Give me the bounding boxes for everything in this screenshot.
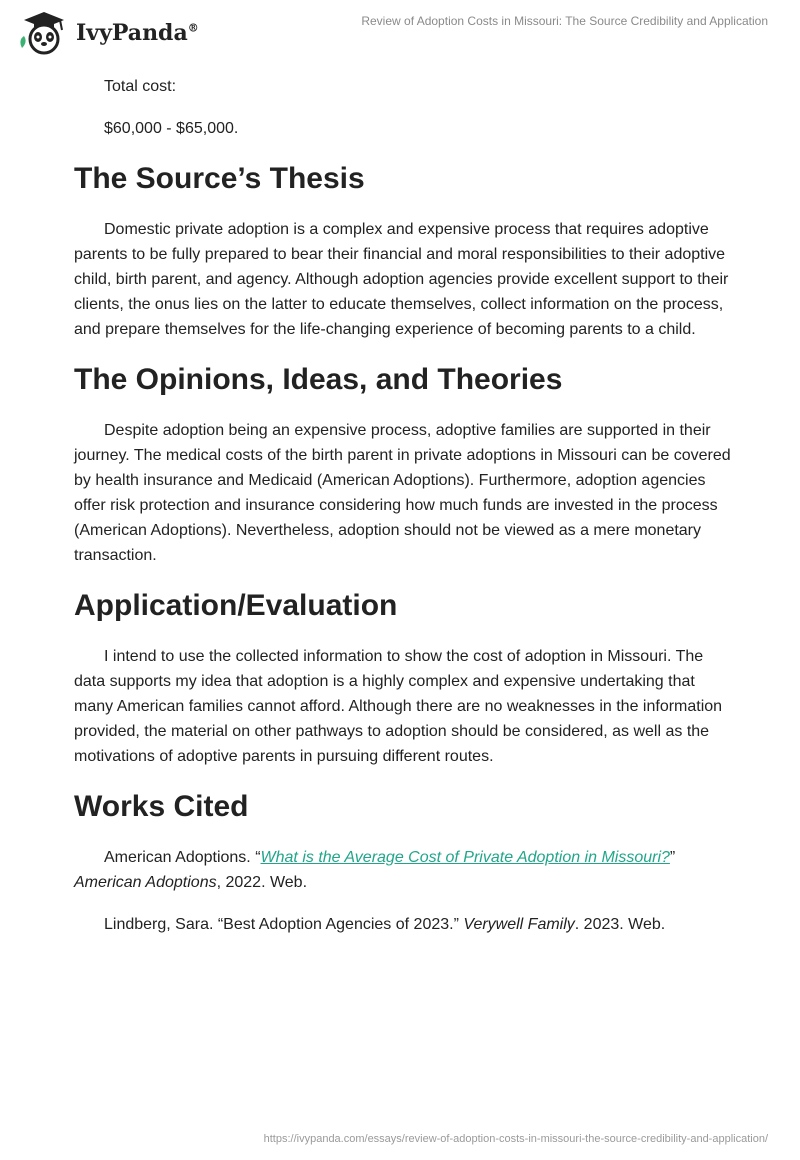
citation-2-author-title: Lindberg, Sara. “Best Adoption Agencies of 2023.”	[104, 916, 464, 933]
citation-1-close-quote: ”	[669, 849, 676, 866]
section-paragraph-application: I intend to use the collected information to show the cost of adoption in Missouri. The data supports my idea that adoption is a highly complex and expensive undertaking that many American families cannot afford. Although there are no weaknesses in the information provided, the material on other pathways to adoption should be considered, as well as the motivations of adoptive parents in pursuing different routes.	[74, 648, 723, 765]
citation-2-tail: . 2023. Web.	[574, 916, 666, 933]
essay-body	[74, 70, 734, 937]
citation-1-tail: , 2022. Web.	[216, 874, 308, 891]
brand-name: IvyPanda®	[76, 20, 199, 46]
citation-entry-2	[74, 912, 734, 937]
footer-url[interactable]: https://ivypanda.com/essays/review-of-adoption-costs-in-missouri-the-source-credibility-and-application/	[263, 1133, 768, 1145]
section-heading-opinions: The Opinions, Ideas, and Theories	[74, 363, 563, 396]
citation-entry-1	[74, 845, 734, 895]
citation-1-publication: American Adoptions	[74, 874, 217, 891]
citation-2-publication: Verywell Family	[463, 916, 575, 933]
total-cost-label: Total cost:	[104, 78, 177, 95]
citation-1-link[interactable]: What is the Average Cost of Private Adoption in Missouri?	[260, 849, 670, 866]
section-paragraph-opinions: Despite adoption being an expensive process, adoptive families are supported in their journey. The medical costs of the birth parent in private adoptions in Missouri can be covered by health insurance and Medicaid (American Adoptions). Furthermore, adoption agencies offer risk protection and insurance considering how much funds are invested in the process (American Adoptions). Nevertheless, adoption should not be viewed as a mere monetary transaction.	[74, 422, 731, 564]
section-paragraph-thesis: Domestic private adoption is a complex and expensive process that requires adoptive parents to be fully prepared to bear their financial and moral responsibilities to their adoptive child, birth parent, and agency. Although adoption agencies provide excellent support to their clients, the onus lies on the latter to educate themselves, collect information on the process, and prepare themselves for the life-changing experience of becoming parents to a child.	[74, 221, 729, 338]
section-heading-works-cited: Works Cited	[74, 790, 249, 823]
section-heading-application: Application/Evaluation	[74, 589, 398, 622]
ivypanda-logo[interactable]	[16, 8, 199, 56]
page-header	[0, 0, 800, 60]
panda-graduate-icon	[16, 8, 72, 56]
section-heading-thesis: The Source’s Thesis	[74, 162, 365, 195]
total-cost-value: $60,000 - $65,000.	[104, 120, 239, 137]
document-title: Review of Adoption Costs in Missouri: The Source Credibility and Application	[361, 14, 768, 28]
citation-1-author: American Adoptions. “	[104, 849, 261, 866]
